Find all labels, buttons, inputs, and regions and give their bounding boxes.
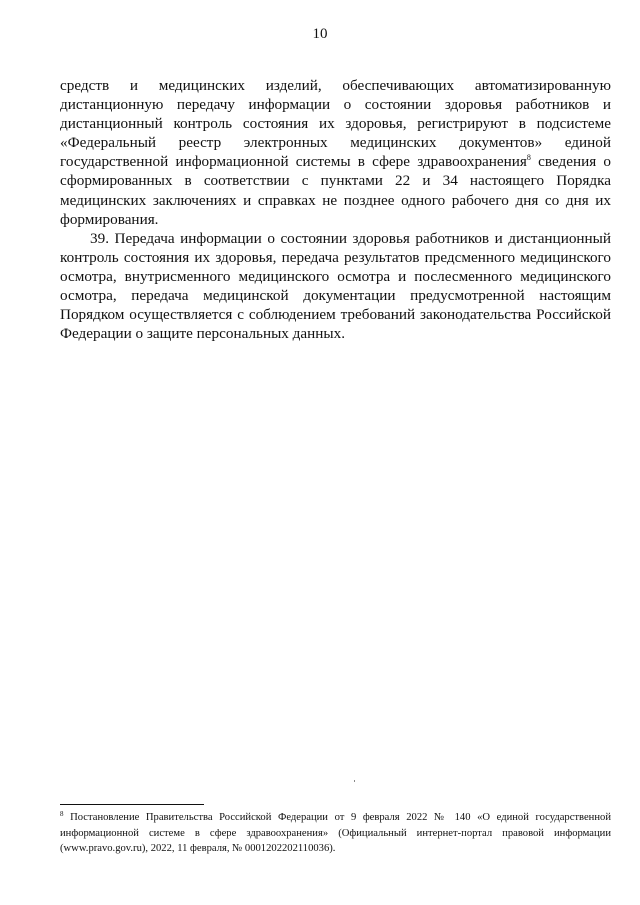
footnote — [60, 810, 611, 857]
paragraph-item-39: 39. Передача информации о состоянии здоровья работников и дистанционный контроль состояния их здоровья, передача результатов предсменного медицинского осмотра, внутрисменного медицинского осмотра и послесменного медицинского осмотра, передача медицинской документации предусмотренной настоящим Порядком осуществляется с соблюдением требований законодательства Российской Федерации о защите персональных данных. — [60, 229, 611, 343]
paragraph-text: сведения о сформированных в соответствии с пунктами 22 и 34 настоящего Порядка медицинских заключениях и справках не позднее одного рабочего дня со дня их формирования. — [60, 153, 611, 228]
scan-speck — [354, 780, 355, 782]
footnote-text: Постановление Правительства Российской Федерации от 9 февраля 2022 № 140 «О единой государственной информационной системе в сфере здравоохранения» (Официальный интернет-портал правовой информации (www.pravo.gov.ru), 2022, 11 февраля, № 0001202202110036). — [60, 812, 611, 854]
footnote-marker: 8 — [60, 810, 64, 818]
paragraph-text: средств и медицинских изделий, обеспечивающих автоматизированную дистанционную передачу информации о состоянии здоровья работников и дистанционный контроль состояния их здоровья, регистрируют в подсистеме «Федеральный реестр электронных медицинских документов» единой государственной информационной системы в сфере здравоохранения — [60, 77, 611, 171]
footnote-divider — [60, 804, 204, 805]
body-text — [60, 76, 611, 343]
footnote-reference: 8 — [526, 153, 531, 163]
page-number: 10 — [312, 26, 328, 42]
paragraph-continuation — [60, 76, 611, 229]
